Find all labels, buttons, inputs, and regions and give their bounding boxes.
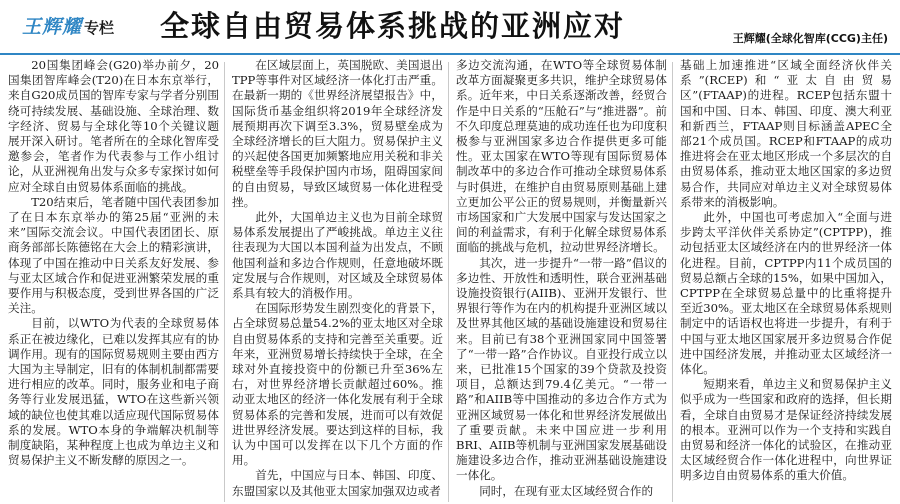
paragraph: 20国集团峰会(G20)举办前夕，20国集团智库峰会(T20)在日本东京举行，来自G20成员国的智库专家与学者分别围绕可持续发展、基础设施、全球治理、数字经济、贸易与全球化等10个关键议题展开深入研讨。笔者所在的全球化智库受邀参会，笔者作为代表参与工作小组讨论，从亚洲视角出发与众多专家探讨如何应对全球自由贸易体系面临的挑战。 bbox=[8, 58, 219, 194]
column-logo bbox=[22, 12, 114, 39]
text-column-2 bbox=[232, 58, 443, 504]
author-byline: 王辉耀(全球化智库(CCG)主任) bbox=[732, 32, 888, 45]
column-divider bbox=[672, 62, 673, 502]
column-tag: 专栏 bbox=[84, 19, 115, 37]
header-rule bbox=[0, 53, 900, 55]
text-column-1 bbox=[8, 58, 219, 504]
text-column-3 bbox=[456, 58, 667, 504]
paragraph: 其次，进一步提升“一带一路”倡议的多边性、开放性和透明性，联合亚洲基础设施投资银行(AIIB)、亚洲开发银行、世界银行等作为在内的机构提升亚洲区域以及世界其他区域的基础设施建设和贸易往来。目前已有38个亚洲国家同中国签署了“一带一路”合作协议。自亚投行成立以来，已批准15个国家的39个贷款及投资项目，总额达到79.4亿美元。“一带一路”和AIIB等中国推动的多边合作方式为亚洲区域贸易一体化和世界经济发展做出了重要贡献。未来中国应进一步利用BRI、AIIB等机制与亚洲国家发展基础设施建设多边合作，推动亚洲基础设施建设一体化。 bbox=[456, 255, 667, 483]
paragraph: 首先，中国应与日本、韩国、印度、东盟国家以及其他亚太国家加强双边或者 bbox=[232, 468, 443, 498]
column-divider bbox=[448, 62, 449, 502]
paragraph: 此外，大国单边主义也为目前全球贸易体系发展提出了严峻挑战。单边主义往往表现为大国以本国利益为出发点，不顾他国利益和多边合作规则，任意地破坏既定发展与合作规则，对区域及全球贸易体系具有较大的消极作用。 bbox=[232, 210, 443, 301]
paragraph: 此外，中国也可考虑加入“全面与进步跨太平洋伙伴关系协定”(CPTPP)，推动包括亚太区域经济在内的世界经济一体化进程。目前，CPTPP内11个成员国的贸易总额占全球的15%，如果中国加入，CPTPP在全球贸易总量中的比重将提升至近30%。亚太地区在全球贸易体系规则制定中的话语权也将进一步提升，有利于中国与亚太地区国家展开多边贸易合作促进中国经济发展，并推动亚太区域经济一体化。 bbox=[680, 210, 892, 377]
paragraph: T20结束后，笔者随中国代表团参加了在日本东京举办的第25届“亚洲的未来”国际交流会议。中国代表团团长、原商务部部长陈德铭在大会上的精彩演讲，体现了中国在推动中日关系友好发展、参与亚太区域合作和促进亚洲繁荣发展的重要作用与积极态度，受到世界各国的广泛关注。 bbox=[8, 194, 219, 316]
paragraph: 短期来看，单边主义和贸易保护主义似乎成为一些国家和政府的选择，但长期看，全球自由贸易才是保证经济持续发展的根本。亚洲可以作为一个支持和实践自由贸易和经济一体化的试验区，在推动亚太区域经贸合作一体化进程中，向世界证明多边自由贸易体系的重大价值。 bbox=[680, 377, 892, 483]
paragraph: 基础上加速推进“区域全面经济伙伴关系”(RCEP)和“亚太自由贸易区”(FTAAP)的进程。RCEP包括东盟十国和中国、日本、韩国、印度、澳大利亚和新西兰，FTAAP则目标涵盖APEC全部21个成员国。RCEP和FTAAP的成功推进将会在亚太地区形成一个多层次的自由贸易体系，推动亚太地区国家的多边贸易合作，共同应对单边主义对全球贸易体系带来的消极影响。 bbox=[680, 58, 892, 209]
column-name: 王辉耀 bbox=[22, 16, 83, 38]
paragraph: 在国际形势发生剧烈变化的背景下，占全球贸易总量54.2%的亚太地区对全球自由贸易体系的支持和完善至关重要。近年来，亚洲贸易增长持续快于全球，在全球对外直接投资中的份额已升至36%左右，对世界经济增长贡献超过60%。推动亚太地区的经济一体化发展有利于全球贸易体系的完善和发展，进而可以有效促进世界经济发展。要达到这样的目标，我认为中国可以发挥在以下几个方面的作用。 bbox=[232, 301, 443, 468]
paragraph: 多边交流沟通，在WTO等全球贸易体制改革方面凝聚更多共识，维护全球贸易体系。近年来，中日关系逐渐改善，经贸合作是中日关系的“压舱石”与“推进器”。前不久印度总理莫迪的成功连任也为印度积极参与亚洲国家多边合作提供更多可能性。亚太国家在WTO等现有国际贸易体制改革中的多边合作可推动全球贸易体系与时俱进，在维护自由贸易原则基础上建立更加公平公正的贸易规则，并衡量新兴市场国家和广大发展中国家与发达国家之间的利益需求，有利于化解全球贸易体系面临的挑战与危机，拉动世界经济增长。 bbox=[456, 58, 667, 255]
article-body bbox=[0, 58, 900, 504]
paragraph: 在区域层面上，英国脱欧、美国退出TPP等事件对区域经济一体化打击严重。在最新一期的《世界经济展望报告》中，国际货币基金组织将2019年全球经济发展预期再次下调至3.3%，贸易壁垒成为全球经济增长的巨大阻力。贸易保护主义的兴起使各国更加频繁地应用关税和非关税壁垒等手段保护国内市场，阻碍国家间的自由贸易，导致区域贸易一体化进程受挫。 bbox=[232, 58, 443, 209]
paragraph: 目前，以WTO为代表的全球贸易体系正在被边缘化，已难以发挥其应有的协调作用。现有的国际贸易规则主要由西方大国为主导制定，旧有的体制机制都需要进行相应的改革。同时，服务业和电子商务等行业发展迅猛，WTO在这些新兴领域的缺位也使其难以适应现代国际贸易体系的发展。WTO本身的争端解决机制等制度缺陷，某种程度上也成为单边主义和贸易保护主义不断发酵的原因之一。 bbox=[8, 316, 219, 468]
column-divider bbox=[224, 62, 225, 502]
article-headline: 全球自由贸易体系挑战的亚洲应对 bbox=[160, 9, 626, 43]
text-column-4 bbox=[680, 58, 892, 504]
paragraph: 同时，在现有亚太区域经贸合作的 bbox=[479, 483, 654, 498]
article-header bbox=[0, 0, 900, 54]
